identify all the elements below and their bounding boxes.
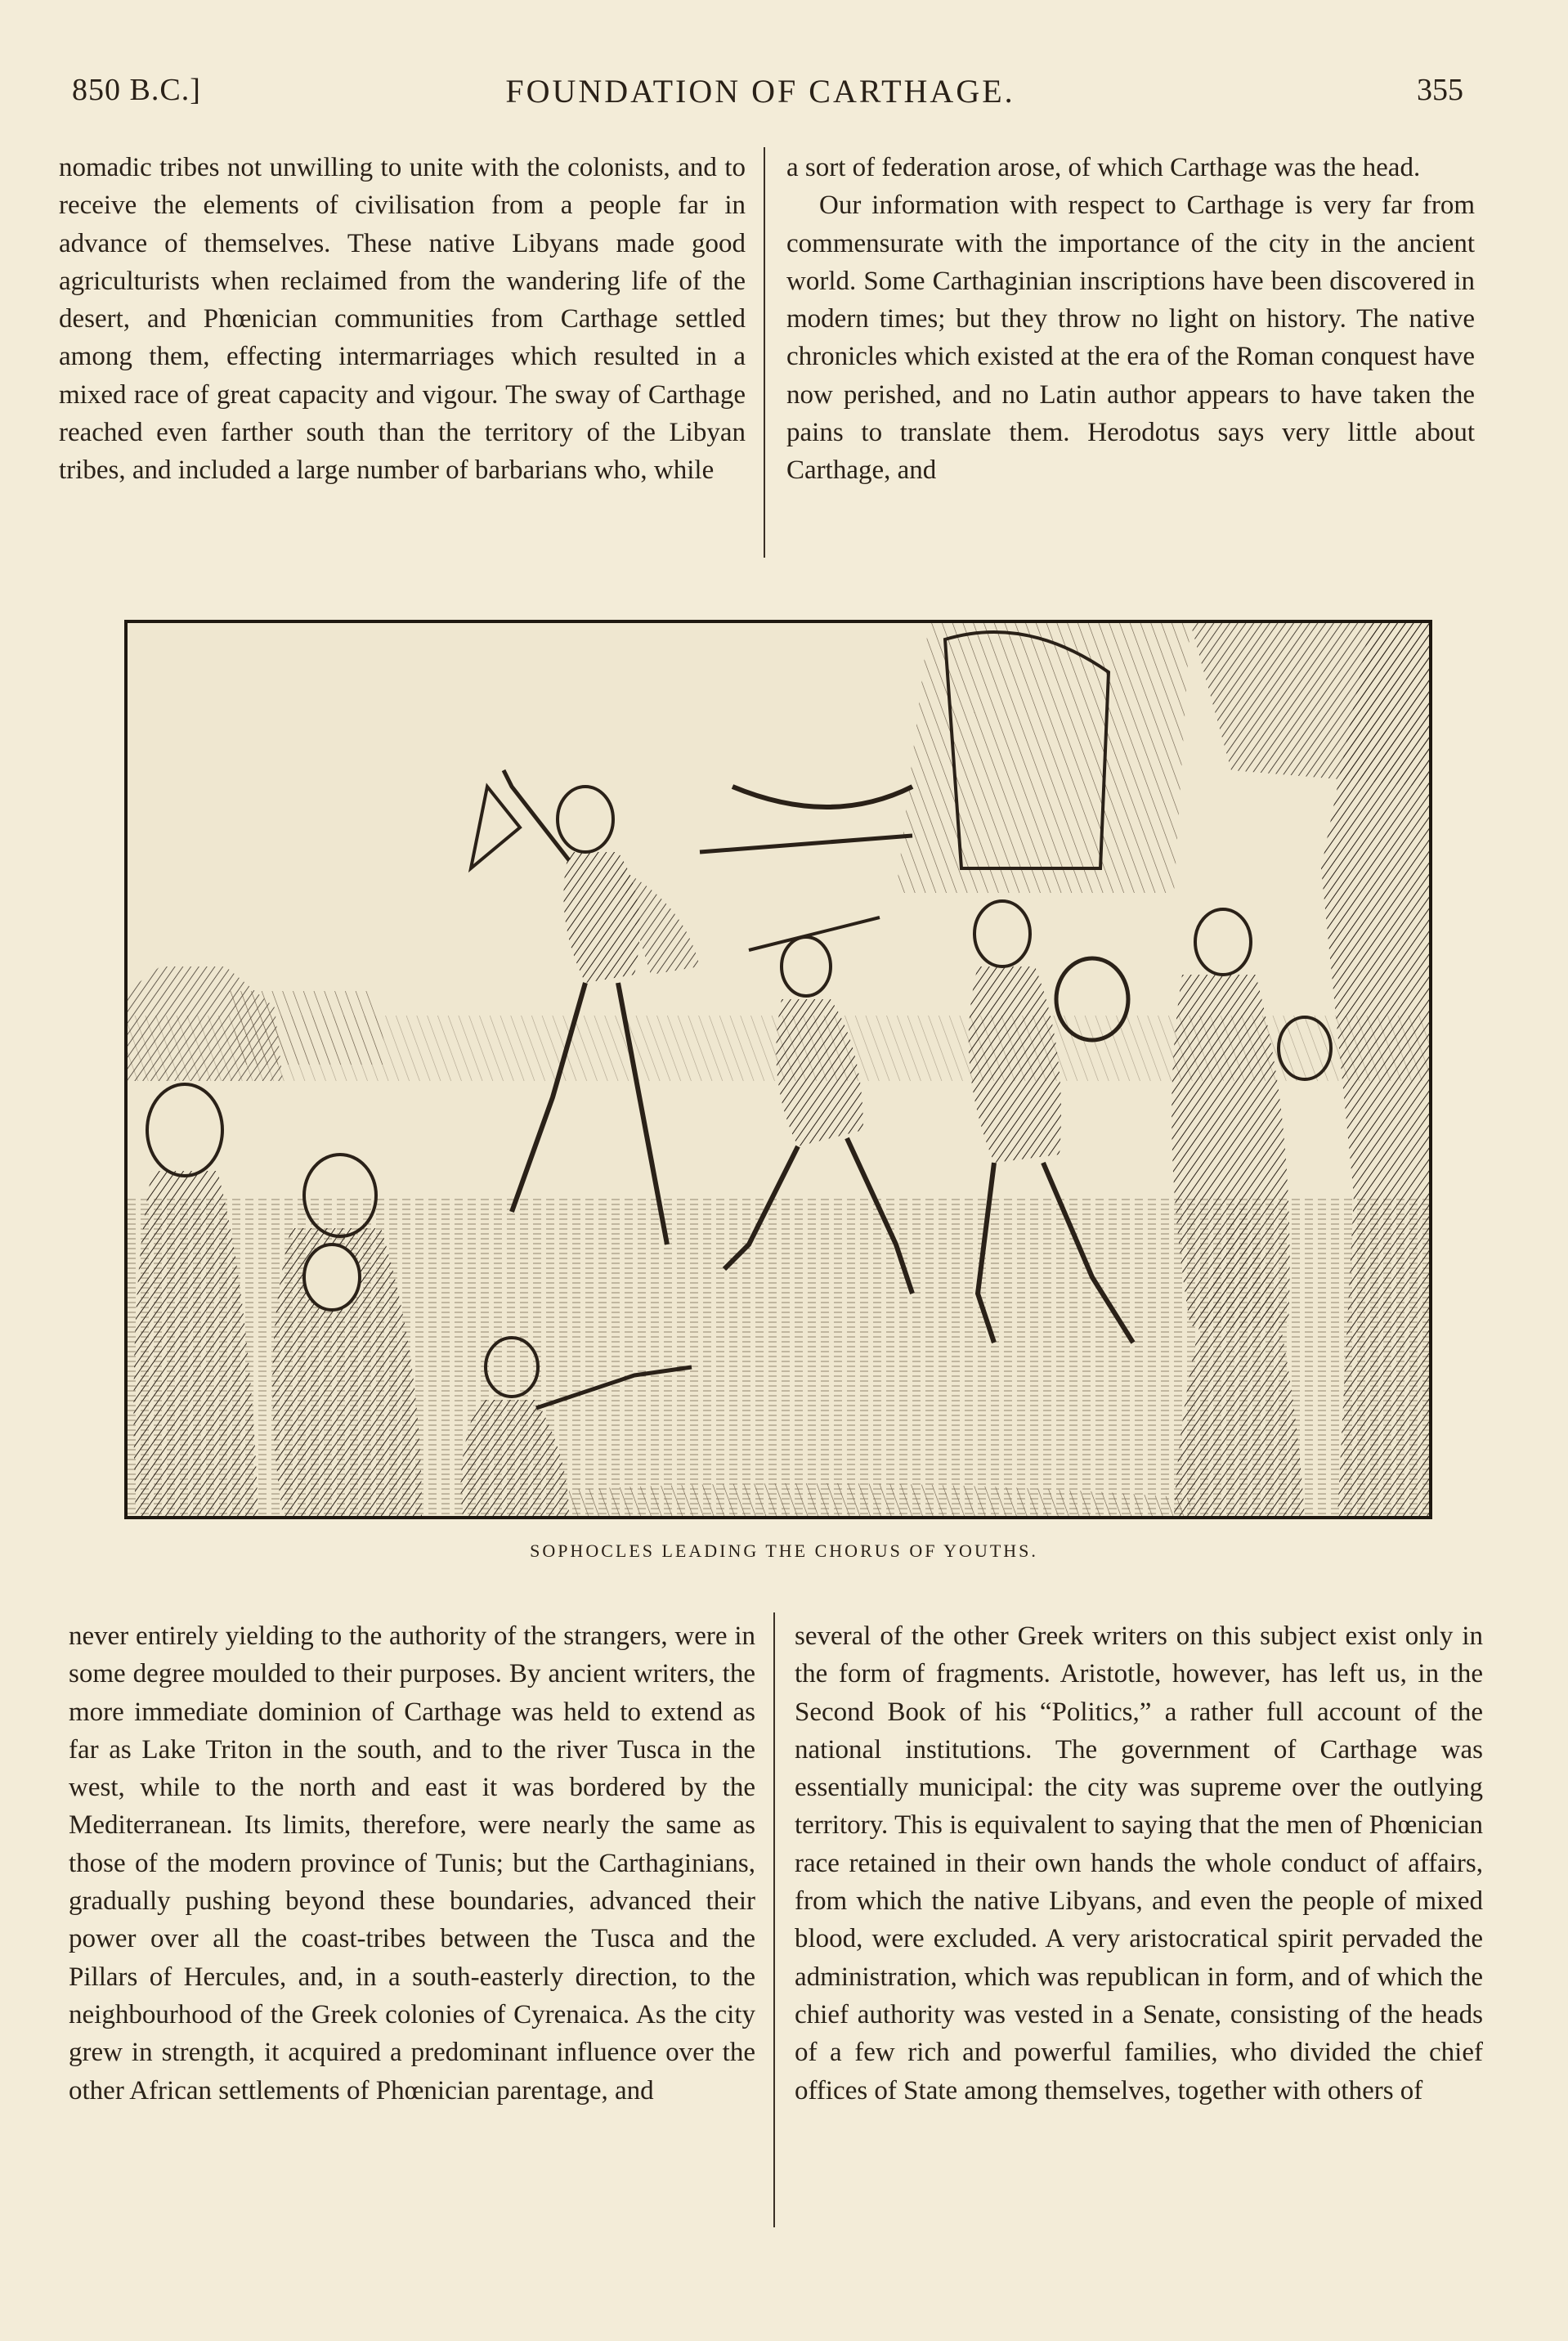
header-date: 850 B.C.] xyxy=(72,73,201,107)
paragraph: Our information with respect to Carthage is very far from commensurate with the importance of the city in the ancient world. Some Carthaginian inscriptions have been discovered in modern times; but they throw no light on history. The native chronicles which existed at the era of the Roman conquest have now perished, and no Latin author appears to have taken the pains to translate them. Herodotus says very little about Carthage, and xyxy=(786,191,1475,486)
column-divider-top xyxy=(764,147,765,558)
column-top-right xyxy=(786,149,1475,490)
column-divider-bottom xyxy=(773,1612,775,2227)
column-top-left xyxy=(59,149,746,490)
running-header xyxy=(57,72,1463,116)
column-bottom-left xyxy=(69,1617,755,2110)
engraving-illustration xyxy=(124,620,1432,1519)
paragraph: nomadic tribes not unwilling to unite with the colonists, and to receive the elements of civilisation from a people far in advance of themselves. These native Libyans made good agriculturists when reclaimed from the wandering life of the desert, and Phœnician communities from Carthage settled among them, effecting intermarriages which resulted in a mixed race of great capacity and vigour. The sway of Carthage reached even farther south than the territory of the Libyan tribes, and included a large number of barbarians who, while xyxy=(59,153,746,486)
paragraph: never entirely yielding to the authority of the strangers, were in some degree moulded to their purposes. By ancient writers, the more immediate dominion of Carthage was held to extend as far as Lake Triton in the south, and to the river Tusca in the west, while to the north and east it was bordered by the Mediterranean. Its limits, therefore, were nearly the same as those of the modern province of Tunis; but the Carthaginians, gradually pushing beyond these boundaries, advanced their power over all the coast-tribes between the Tusca and the Pillars of Hercules, and, in a south-easterly direction, to the neighbourhood of the Greek colonies of Cyrenaica. As the city grew in strength, it acquired a predominant influence over the other African settlements of Phœnician parentage, and xyxy=(69,1621,755,2106)
figure-caption: SOPHOCLES LEADING THE CHORUS OF YOUTHS. xyxy=(530,1540,1038,1561)
page-number: 355 xyxy=(1417,73,1463,107)
header-title: FOUNDATION OF CARTHAGE. xyxy=(505,73,1015,110)
paragraph: a sort of federation arose, of which Carthage was the head. xyxy=(786,153,1421,182)
column-bottom-right xyxy=(795,1617,1483,2110)
paragraph: several of the other Greek writers on this subject exist only in the form of fragments. Aristotle, however, has left us, in the Second Book of his “Politics,” a rather full account of the national institutions. The government of Carthage was essentially municipal: the city was supreme over the outlying territory. This is equivalent to saying that the men of Phœnician race retained in their own hands the whole conduct of affairs, from which the native Libyans, and even the people of mixed blood, were excluded. A very aristocratical spirit pervaded the administration, which was republican in form, and of which the chief authority was vested in a Senate, consisting of the heads of a few rich and powerful families, who divided the chief offices of State among themselves, together with others of xyxy=(795,1621,1483,2106)
engraving-drawing xyxy=(128,623,1429,1516)
